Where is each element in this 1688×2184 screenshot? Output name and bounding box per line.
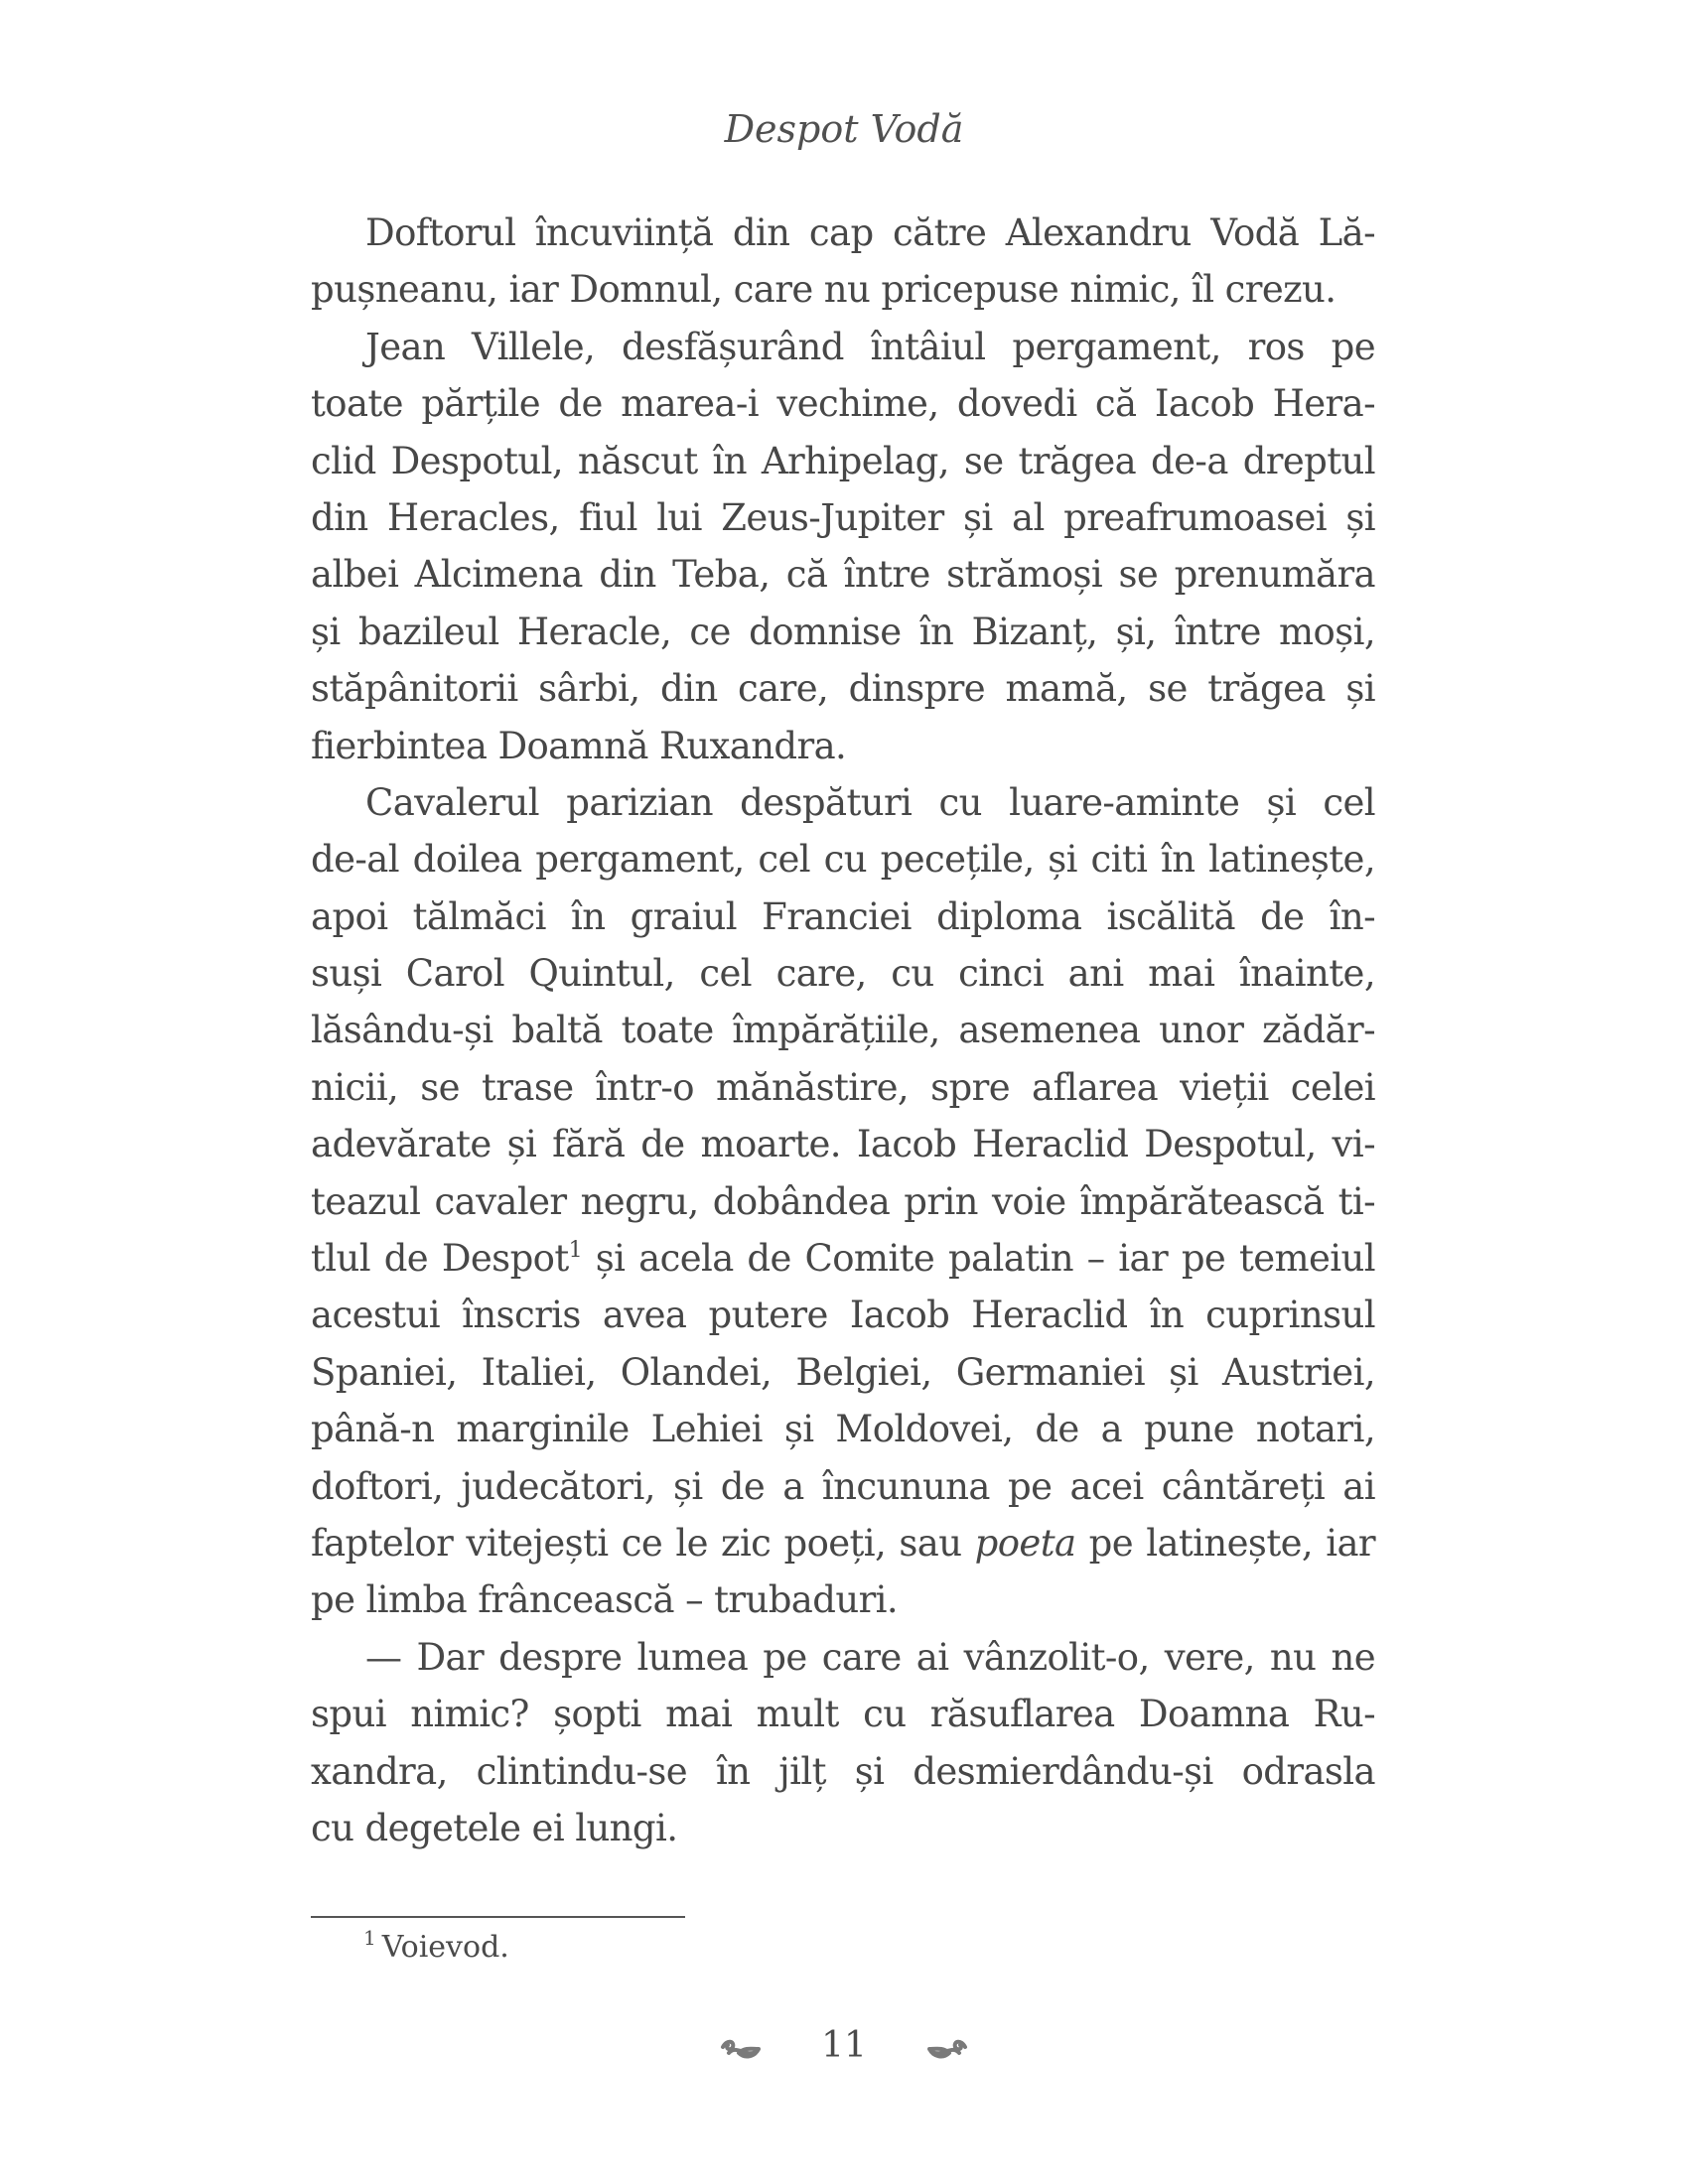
text-line: albei Alcimena din Teba, că între strămoși se prenumăra — [311, 553, 1375, 597]
text-line: și bazileul Heracle, ce domnise în Bizanț, și, între moși, — [311, 610, 1375, 653]
text-line — [311, 1230, 1375, 1287]
body-text — [311, 205, 1375, 1856]
text-line: din Heracles, fiul lui Zeus-Jupiter și al preafrumoasei și — [311, 495, 1375, 539]
text-line: cu degetele ei lungi. — [311, 1806, 678, 1849]
text-line: lăsându-și baltă toate împărățiile, asemenea unor zădăr- — [311, 1009, 1375, 1052]
page-number: 11 — [821, 2025, 867, 2066]
footnote-marker: 1 — [363, 1926, 376, 1950]
text-line: — Dar despre lumea pe care ai vânzolit-o, vere, nu ne — [365, 1635, 1375, 1679]
footnote-reference[interactable]: 1 — [568, 1238, 583, 1264]
text-line: toate părțile de marea-i vechime, dovedi că Iacob Hera- — [311, 382, 1375, 426]
page-footer — [0, 2025, 1688, 2066]
fleuron-right-icon — [925, 2033, 969, 2063]
text-fragment: și acela de Comite palatin – iar pe temeiul — [582, 1237, 1375, 1281]
text-line: Spaniei, Italiei, Olandei, Belgiei, Germaniei și Austriei, — [311, 1350, 1375, 1394]
fleuron-left-icon — [719, 2033, 763, 2063]
footnote-separator — [311, 1916, 685, 1918]
text-fragment: pe latinește, iar — [1075, 1521, 1376, 1565]
text-line: apoi tălmăci în graiul Franciei diploma iscălită de în- — [311, 894, 1375, 938]
text-line: fierbintea Doamnă Ruxandra. — [311, 724, 847, 767]
text-line: xandra, clintindu-se în jilț și desmierdându-și odrasla — [311, 1749, 1375, 1793]
text-fragment: faptelor vitejești ce le zic poeți, sau — [311, 1521, 975, 1565]
paragraph — [311, 774, 1375, 1629]
text-line: Cavalerul parizian despături cu luare-aminte și cel — [365, 780, 1375, 824]
text-line: Doftorul încuviință din cap către Alexandru Vodă Lă- — [365, 211, 1375, 254]
running-head: Despot Vodă — [724, 107, 964, 151]
text-line: acestui înscris avea putere Iacob Heraclid în cuprinsul — [311, 1294, 1375, 1337]
text-line: spui nimic? șopti mai mult cu răsuflarea Doamna Ru- — [311, 1693, 1375, 1736]
paragraph — [311, 319, 1375, 774]
text-line: Jean Villele, desfășurând întâiul pergament, ros pe — [365, 325, 1375, 368]
text-line: clid Despotul, născut în Arhipelag, se trăgea de-a dreptul — [311, 439, 1375, 482]
text-line: pe limba frâncească – trubaduri. — [311, 1578, 899, 1622]
text-line: suși Carol Quintul, cel care, cu cinci ani mai înainte, — [311, 952, 1375, 996]
text-line — [311, 1515, 1375, 1571]
footnote — [363, 1926, 509, 1965]
footnote-text: Voievod. — [381, 1930, 509, 1965]
text-line: de-al doilea pergament, cel cu pecețile, și citi în latinește, — [311, 838, 1375, 882]
paragraph — [311, 205, 1375, 319]
paragraph — [311, 1629, 1375, 1857]
text-line: pușneanu, iar Domnul, care nu pricepuse nimic, îl crezu. — [311, 268, 1336, 312]
text-fragment: tlul de Despot — [311, 1237, 569, 1281]
text-line: nicii, se trase într-o mănăstire, spre aflarea vieții celei — [311, 1065, 1375, 1109]
text-line: stăpânitorii sârbi, din care, dinspre mamă, se trăgea și — [311, 667, 1375, 711]
text-line: teazul cavaler negru, dobândea prin voie împărătească ti- — [311, 1179, 1375, 1223]
text-line: doftori, judecători, și de a încununa pe acei cântăreți ai — [311, 1464, 1375, 1508]
text-line: până-n marginile Lehiei și Moldovei, de a pune notari, — [311, 1408, 1375, 1451]
italic-word: poeta — [974, 1521, 1076, 1565]
text-line: adevărate și fără de moarte. Iacob Heraclid Despotul, vi- — [311, 1123, 1375, 1166]
